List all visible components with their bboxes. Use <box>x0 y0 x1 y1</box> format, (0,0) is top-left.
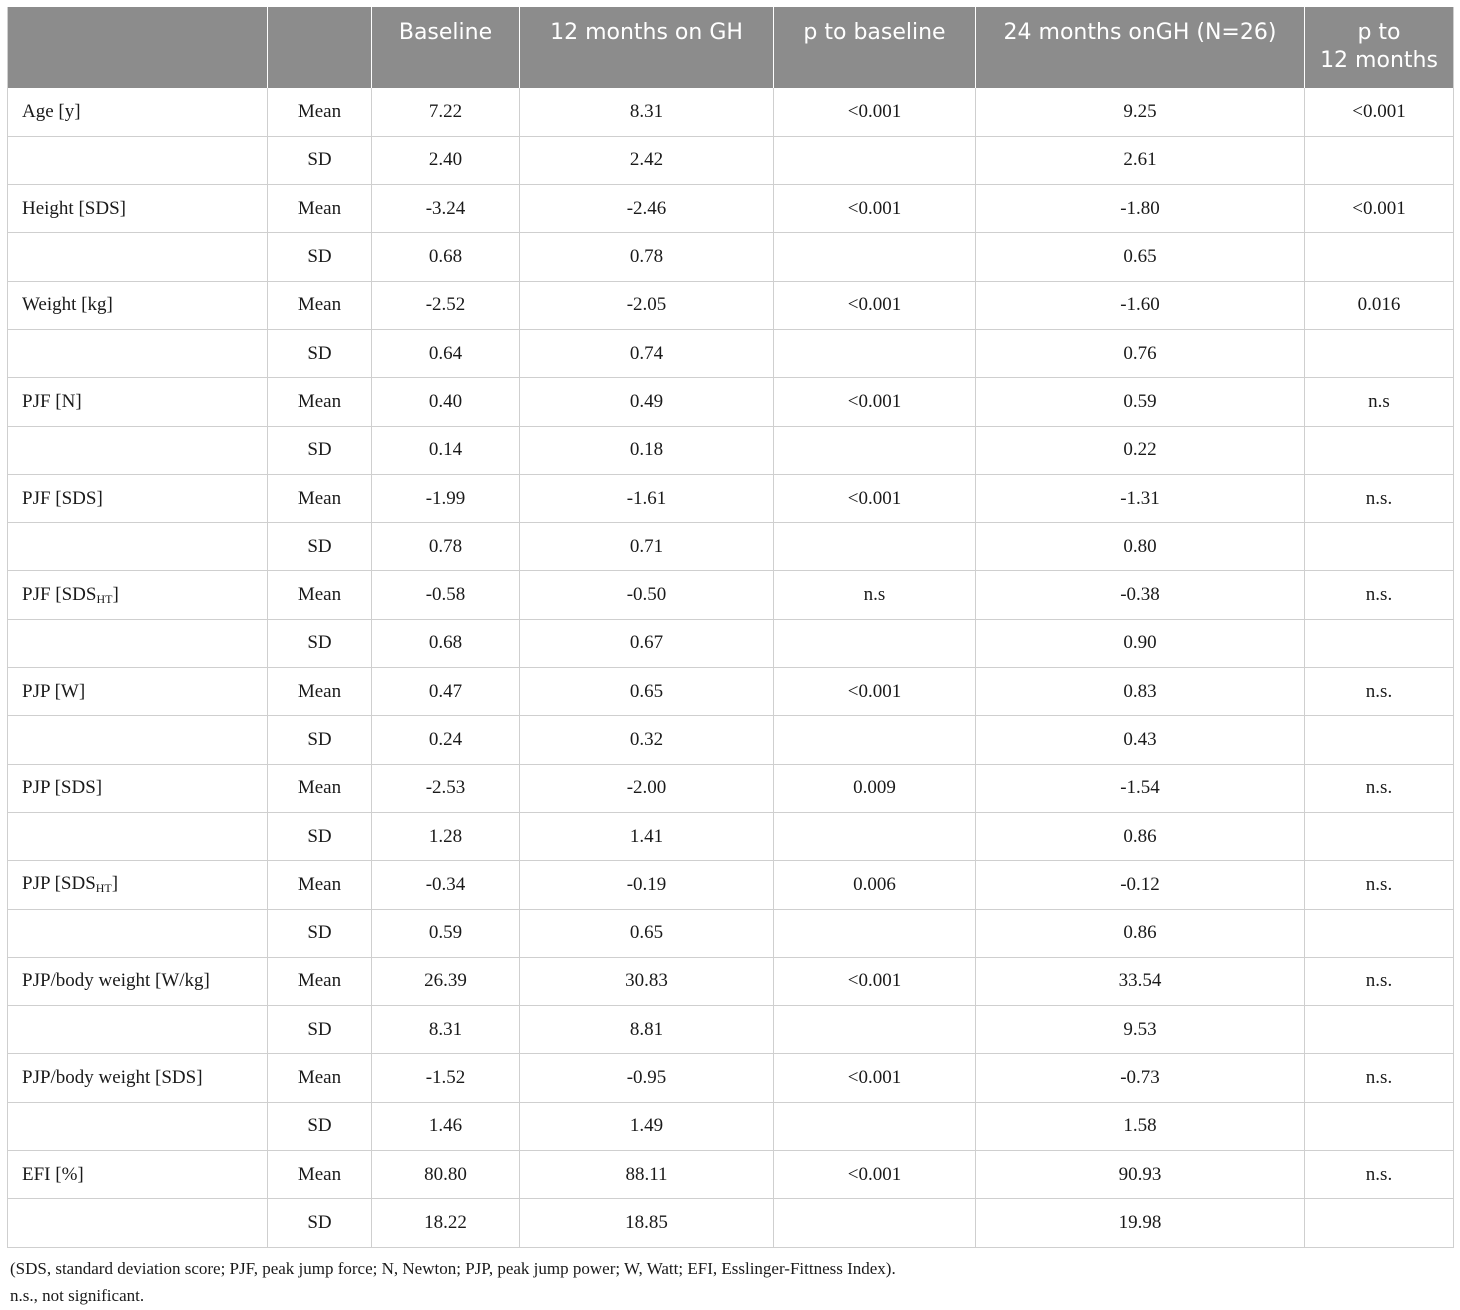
24-month-cell: 0.22 <box>976 426 1305 474</box>
stat-cell: Mean <box>268 1151 372 1199</box>
variable-label-cell <box>8 523 268 571</box>
24-month-cell: -0.12 <box>976 861 1305 909</box>
header-p-to-baseline: p to baseline <box>774 7 976 88</box>
variable-label: PJP [W] <box>22 680 86 702</box>
variable-label-cell <box>8 185 268 233</box>
variable-label: PJF [SDS <box>22 583 97 605</box>
12-month-cell: -0.50 <box>520 571 774 619</box>
variable-label-subscript: HT <box>96 591 113 606</box>
12-month-cell: 0.67 <box>520 619 774 667</box>
table-row <box>8 1199 1454 1247</box>
24-month-cell: 0.86 <box>976 812 1305 860</box>
table-row <box>8 1054 1454 1102</box>
24-month-cell: -1.31 <box>976 474 1305 522</box>
24-month-cell: -0.73 <box>976 1054 1305 1102</box>
12-month-cell: 0.65 <box>520 909 774 957</box>
24-month-cell: 9.53 <box>976 1006 1305 1054</box>
12-month-cell: 0.49 <box>520 378 774 426</box>
p-baseline-cell: <0.001 <box>774 185 976 233</box>
baseline-cell: 0.59 <box>372 909 520 957</box>
24-month-cell: 33.54 <box>976 957 1305 1005</box>
baseline-cell: -1.99 <box>372 474 520 522</box>
stat-cell: SD <box>268 233 372 281</box>
baseline-cell: 0.78 <box>372 523 520 571</box>
stat-cell: Mean <box>268 571 372 619</box>
24-month-cell: -0.38 <box>976 571 1305 619</box>
12-month-cell: 18.85 <box>520 1199 774 1247</box>
variable-label-cell <box>8 88 268 136</box>
p-12-month-cell <box>1305 812 1454 860</box>
12-month-cell: -2.46 <box>520 185 774 233</box>
12-month-cell: 2.42 <box>520 136 774 184</box>
variable-label: PJP/body weight [W/kg] <box>22 970 210 992</box>
12-month-cell: -2.00 <box>520 764 774 812</box>
variable-label-cell <box>8 764 268 812</box>
p-baseline-cell: <0.001 <box>774 668 976 716</box>
24-month-cell: 2.61 <box>976 136 1305 184</box>
p-baseline-cell: 0.009 <box>774 764 976 812</box>
variable-label-cell <box>8 619 268 667</box>
table-row <box>8 136 1454 184</box>
12-month-cell: 0.65 <box>520 668 774 716</box>
p-12-month-cell <box>1305 136 1454 184</box>
variable-label: Weight [kg] <box>22 294 113 316</box>
baseline-cell: 0.68 <box>372 619 520 667</box>
stat-cell: Mean <box>268 185 372 233</box>
24-month-cell: -1.60 <box>976 281 1305 329</box>
24-month-cell: 19.98 <box>976 1199 1305 1247</box>
24-month-cell: 0.90 <box>976 619 1305 667</box>
variable-label-cell <box>8 233 268 281</box>
variable-label-cell <box>8 1199 268 1247</box>
variable-label-cell <box>8 426 268 474</box>
p-12-month-cell <box>1305 426 1454 474</box>
12-month-cell: 1.41 <box>520 812 774 860</box>
table-row <box>8 1102 1454 1150</box>
stat-cell: Mean <box>268 668 372 716</box>
header-p-to-12-months <box>1305 7 1454 88</box>
24-month-cell: -1.80 <box>976 185 1305 233</box>
baseline-cell: 0.40 <box>372 378 520 426</box>
table-row <box>8 668 1454 716</box>
variable-label-cell <box>8 329 268 377</box>
12-month-cell: 1.49 <box>520 1102 774 1150</box>
variable-label-cell <box>8 1006 268 1054</box>
variable-label: Age [y] <box>22 100 81 122</box>
header-p12-line2: 12 months <box>1320 48 1438 73</box>
variable-label-cell <box>8 1151 268 1199</box>
baseline-cell: 1.46 <box>372 1102 520 1150</box>
baseline-cell: 0.24 <box>372 716 520 764</box>
variable-label: PJP/body weight [SDS] <box>22 1067 203 1089</box>
24-month-cell: 0.65 <box>976 233 1305 281</box>
table-row <box>8 185 1454 233</box>
variable-label: PJP [SDS <box>22 873 96 895</box>
baseline-cell: -0.58 <box>372 571 520 619</box>
12-month-cell: -0.95 <box>520 1054 774 1102</box>
p-12-month-cell <box>1305 233 1454 281</box>
p-baseline-cell <box>774 1199 976 1247</box>
p-12-month-cell <box>1305 329 1454 377</box>
p-12-month-cell: 0.016 <box>1305 281 1454 329</box>
stat-cell: SD <box>268 619 372 667</box>
variable-label-cell <box>8 909 268 957</box>
p-12-month-cell <box>1305 1102 1454 1150</box>
table-row <box>8 957 1454 1005</box>
p-12-month-cell: n.s <box>1305 378 1454 426</box>
12-month-cell: 88.11 <box>520 1151 774 1199</box>
stat-cell: SD <box>268 426 372 474</box>
header-baseline: Baseline <box>372 7 520 88</box>
p-12-month-cell <box>1305 523 1454 571</box>
table-row <box>8 861 1454 909</box>
table-row <box>8 523 1454 571</box>
header-row <box>8 7 1454 88</box>
table-body <box>8 88 1454 1247</box>
variable-label-cell <box>8 281 268 329</box>
p-baseline-cell <box>774 136 976 184</box>
p-baseline-cell <box>774 1006 976 1054</box>
p-baseline-cell <box>774 426 976 474</box>
stat-cell: SD <box>268 909 372 957</box>
stat-cell: Mean <box>268 764 372 812</box>
results-table-container <box>7 7 1453 1248</box>
table-row <box>8 233 1454 281</box>
p-baseline-cell <box>774 329 976 377</box>
24-month-cell: 0.43 <box>976 716 1305 764</box>
24-month-cell: 0.80 <box>976 523 1305 571</box>
table-row <box>8 378 1454 426</box>
24-month-cell: 1.58 <box>976 1102 1305 1150</box>
p-12-month-cell <box>1305 909 1454 957</box>
header-12-months: 12 months on GH <box>520 7 774 88</box>
stat-cell: Mean <box>268 88 372 136</box>
table-row <box>8 571 1454 619</box>
12-month-cell: 0.74 <box>520 329 774 377</box>
stat-cell: Mean <box>268 957 372 1005</box>
p-baseline-cell <box>774 716 976 764</box>
p-baseline-cell: <0.001 <box>774 1054 976 1102</box>
baseline-cell: 0.68 <box>372 233 520 281</box>
footnote-ns: n.s., not significant. <box>10 1286 145 1305</box>
24-month-cell: 0.83 <box>976 668 1305 716</box>
baseline-cell: -1.52 <box>372 1054 520 1102</box>
results-table <box>7 7 1454 1248</box>
baseline-cell: 8.31 <box>372 1006 520 1054</box>
12-month-cell: 0.71 <box>520 523 774 571</box>
12-month-cell: -1.61 <box>520 474 774 522</box>
stat-cell: SD <box>268 523 372 571</box>
baseline-cell: -2.52 <box>372 281 520 329</box>
variable-label-cell <box>8 136 268 184</box>
12-month-cell: -2.05 <box>520 281 774 329</box>
12-month-cell: 8.81 <box>520 1006 774 1054</box>
stat-cell: SD <box>268 329 372 377</box>
p-12-month-cell: n.s. <box>1305 861 1454 909</box>
p-12-month-cell: n.s. <box>1305 474 1454 522</box>
baseline-cell: -2.53 <box>372 764 520 812</box>
stat-cell: SD <box>268 1102 372 1150</box>
24-month-cell: 9.25 <box>976 88 1305 136</box>
p-12-month-cell: n.s. <box>1305 668 1454 716</box>
p-baseline-cell <box>774 523 976 571</box>
table-row <box>8 281 1454 329</box>
table-row <box>8 909 1454 957</box>
p-baseline-cell <box>774 233 976 281</box>
12-month-cell: -0.19 <box>520 861 774 909</box>
baseline-cell: 2.40 <box>372 136 520 184</box>
12-month-cell: 8.31 <box>520 88 774 136</box>
variable-label-cell <box>8 474 268 522</box>
variable-label: Height [SDS] <box>22 197 126 219</box>
p-12-month-cell <box>1305 1006 1454 1054</box>
variable-label-cell <box>8 1102 268 1150</box>
baseline-cell: -0.34 <box>372 861 520 909</box>
variable-label: PJF [SDS] <box>22 487 103 509</box>
p-12-month-cell <box>1305 716 1454 764</box>
stat-cell: SD <box>268 1199 372 1247</box>
p-baseline-cell: <0.001 <box>774 378 976 426</box>
variable-label-cell <box>8 812 268 860</box>
p-baseline-cell <box>774 909 976 957</box>
p-12-month-cell: <0.001 <box>1305 185 1454 233</box>
p-12-month-cell: n.s. <box>1305 571 1454 619</box>
variable-label: PJF [N] <box>22 390 82 412</box>
p-12-month-cell <box>1305 1199 1454 1247</box>
baseline-cell: 1.28 <box>372 812 520 860</box>
p-baseline-cell: n.s <box>774 571 976 619</box>
p-baseline-cell: 0.006 <box>774 861 976 909</box>
baseline-cell: 7.22 <box>372 88 520 136</box>
variable-label-end: ] <box>112 583 119 605</box>
stat-cell: Mean <box>268 378 372 426</box>
variable-label-end: ] <box>111 873 119 895</box>
p-baseline-cell: <0.001 <box>774 281 976 329</box>
variable-label-cell <box>8 571 268 619</box>
variable-label-cell <box>8 716 268 764</box>
baseline-cell: -3.24 <box>372 185 520 233</box>
24-month-cell: 90.93 <box>976 1151 1305 1199</box>
12-month-cell: 0.32 <box>520 716 774 764</box>
24-month-cell: 0.76 <box>976 329 1305 377</box>
p-12-month-cell: n.s. <box>1305 764 1454 812</box>
12-month-cell: 30.83 <box>520 957 774 1005</box>
stat-cell: Mean <box>268 281 372 329</box>
table-row <box>8 474 1454 522</box>
variable-label: PJP [SDS] <box>22 777 103 799</box>
table-row <box>8 619 1454 667</box>
stat-cell: SD <box>268 812 372 860</box>
table-header <box>8 7 1454 88</box>
table-row <box>8 88 1454 136</box>
12-month-cell: 0.78 <box>520 233 774 281</box>
p-baseline-cell <box>774 619 976 667</box>
p-baseline-cell <box>774 812 976 860</box>
stat-cell: SD <box>268 136 372 184</box>
variable-label-cell <box>8 668 268 716</box>
baseline-cell: 0.64 <box>372 329 520 377</box>
24-month-cell: 0.86 <box>976 909 1305 957</box>
variable-label-cell <box>8 1054 268 1102</box>
stat-cell: SD <box>268 1006 372 1054</box>
stat-cell: Mean <box>268 474 372 522</box>
variable-label-subscript: HT <box>95 881 112 896</box>
header-stat <box>268 7 372 88</box>
footnote-abbreviations: (SDS, standard deviation score; PJF, peak jump force; N, Newton; PJP, peak jump power; W, Watt; EFI, Esslinger-Fittness Index). <box>10 1259 896 1278</box>
table-row <box>8 1006 1454 1054</box>
header-p12-line1: p to <box>1357 20 1401 45</box>
p-baseline-cell: <0.001 <box>774 474 976 522</box>
table-row <box>8 764 1454 812</box>
p-12-month-cell: n.s. <box>1305 1054 1454 1102</box>
variable-label-cell <box>8 957 268 1005</box>
table-row <box>8 1151 1454 1199</box>
table-footnote <box>10 1255 1450 1309</box>
24-month-cell: -1.54 <box>976 764 1305 812</box>
p-baseline-cell: <0.001 <box>774 88 976 136</box>
table-row <box>8 716 1454 764</box>
baseline-cell: 80.80 <box>372 1151 520 1199</box>
p-baseline-cell: <0.001 <box>774 1151 976 1199</box>
header-variable <box>8 7 268 88</box>
12-month-cell: 0.18 <box>520 426 774 474</box>
header-24-months: 24 months onGH (N=26) <box>976 7 1305 88</box>
baseline-cell: 0.47 <box>372 668 520 716</box>
table-row <box>8 426 1454 474</box>
stat-cell: SD <box>268 716 372 764</box>
table-row <box>8 812 1454 860</box>
p-12-month-cell: <0.001 <box>1305 88 1454 136</box>
baseline-cell: 18.22 <box>372 1199 520 1247</box>
stat-cell: Mean <box>268 1054 372 1102</box>
baseline-cell: 0.14 <box>372 426 520 474</box>
p-12-month-cell: n.s. <box>1305 957 1454 1005</box>
variable-label-cell <box>8 378 268 426</box>
p-baseline-cell: <0.001 <box>774 957 976 1005</box>
p-baseline-cell <box>774 1102 976 1150</box>
p-12-month-cell <box>1305 619 1454 667</box>
variable-label-cell <box>8 861 268 909</box>
variable-label: EFI [%] <box>22 1163 84 1185</box>
p-12-month-cell: n.s. <box>1305 1151 1454 1199</box>
baseline-cell: 26.39 <box>372 957 520 1005</box>
24-month-cell: 0.59 <box>976 378 1305 426</box>
table-row <box>8 329 1454 377</box>
stat-cell: Mean <box>268 861 372 909</box>
